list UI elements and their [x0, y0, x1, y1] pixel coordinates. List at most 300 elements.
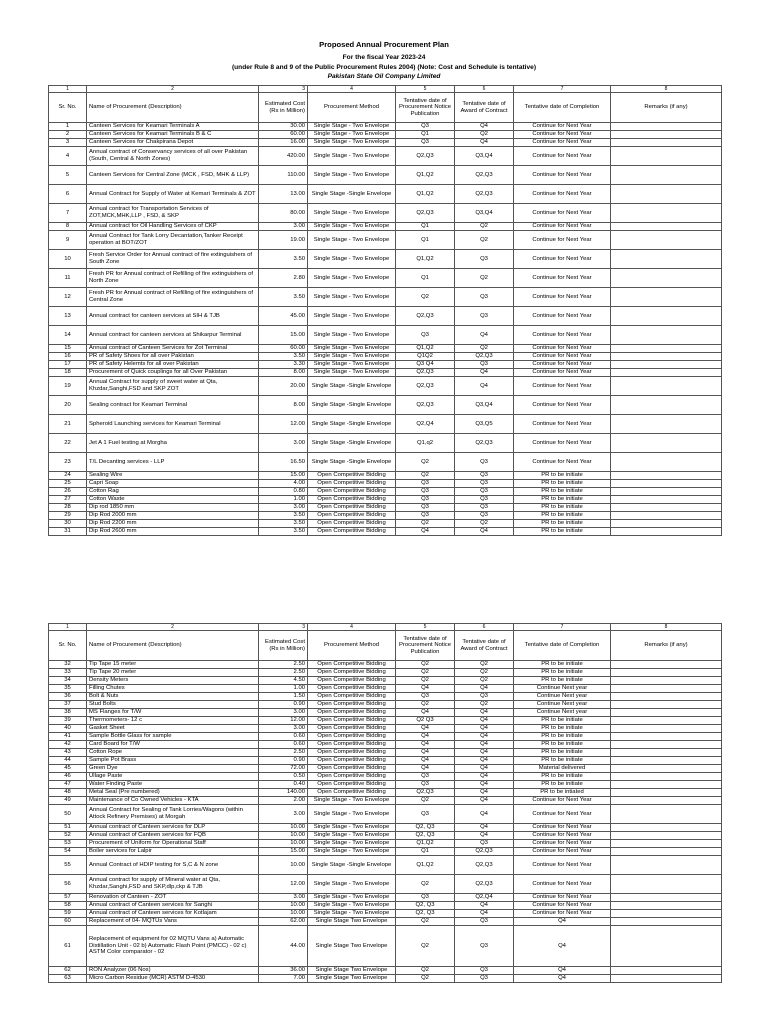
cell-notice: Q4 [396, 709, 455, 717]
header-award: Tentative date of Award of Contract [455, 631, 514, 661]
cell-method: Single Stage - Two Envelope [308, 848, 396, 856]
cell-award: Q4 [455, 377, 514, 396]
cell-cost: 0.80 [259, 488, 308, 496]
cell-remarks [611, 369, 722, 377]
fiscal-year: For the fiscal Year 2023-24 [342, 54, 426, 61]
cell-remarks [611, 757, 722, 765]
cell-name: Dip Rod 2600 mm [87, 528, 259, 536]
cell-completion: Continue for Next Year [514, 840, 611, 848]
cell-cost: 15.00 [259, 472, 308, 480]
cell-remarks [611, 918, 722, 926]
cell-notice: Q1,Q2 [396, 856, 455, 875]
cell-sr-no: 11 [49, 269, 87, 288]
table-row [49, 369, 722, 377]
cell-method: Single Stage - Two Envelope [308, 894, 396, 902]
cell-name: Card Board for T/W [87, 741, 259, 749]
cell-cost: 10.00 [259, 840, 308, 848]
cell-name: Procurement of Uniform for Operational Staff [87, 840, 259, 848]
cell-method: Open Competitive Bidding [308, 520, 396, 528]
cell-sr-no: 14 [49, 326, 87, 345]
cell-sr-no: 31 [49, 528, 87, 536]
cell-sr-no: 15 [49, 345, 87, 353]
table-row [49, 773, 722, 781]
header-remarks: Remarks (if any) [611, 93, 722, 123]
cell-notice: Q2 [396, 288, 455, 307]
cell-notice: Q3 [396, 781, 455, 789]
header-method: Procurement Method [308, 631, 396, 661]
cell-completion: Continue for Next Year [514, 369, 611, 377]
cell-notice: Q1 [396, 269, 455, 288]
cell-method: Single Stage - Two Envelope [308, 369, 396, 377]
cell-method: Single Stage - Two Envelope [308, 139, 396, 147]
cell-award: Q2 [455, 223, 514, 231]
table-row [49, 875, 722, 894]
cell-name: MS Flanges for T/W [87, 709, 259, 717]
header-cost: Estimated Cost (Rs in Million) [259, 631, 308, 661]
cell-completion: Continue for Next Year [514, 131, 611, 139]
cell-remarks [611, 204, 722, 223]
cell-award: Q4 [455, 369, 514, 377]
cell-award: Q3 [455, 480, 514, 488]
cell-remarks [611, 741, 722, 749]
table-row [49, 781, 722, 789]
cell-notice: Q1 [396, 231, 455, 250]
cell-remarks [611, 377, 722, 396]
cell-notice: Q4 [396, 765, 455, 773]
cell-completion: Continue for Next Year [514, 166, 611, 185]
table-row [49, 231, 722, 250]
cell-award: Q3 [455, 504, 514, 512]
cell-name: Sealing Wire [87, 472, 259, 480]
cell-completion: Continue for Next Year [514, 848, 611, 856]
cell-notice: Q1 [396, 223, 455, 231]
cell-notice: Q1,Q2 [396, 345, 455, 353]
cell-sr-no: 26 [49, 488, 87, 496]
cell-cost: 10.00 [259, 902, 308, 910]
table-row [49, 204, 722, 223]
cell-sr-no: 46 [49, 773, 87, 781]
cell-method: Single Stage - Two Envelope [308, 326, 396, 345]
cell-completion: Continue Next year [514, 685, 611, 693]
table-row [49, 269, 722, 288]
cell-name: Annual Contract for Tank Lorry Decantation,Tanker Receipt operation at BOT/ZOT [87, 231, 259, 250]
cell-notice: Q1,q2 [396, 434, 455, 453]
cell-name: Green Dye [87, 765, 259, 773]
table-row [49, 307, 722, 326]
cell-notice: Q3 Q4 [396, 361, 455, 369]
cell-sr-no: 32 [49, 661, 87, 669]
cell-name: Maintenance of Co Owned Vehicles - KTA [87, 797, 259, 805]
cell-award: Q3 [455, 472, 514, 480]
cell-name: Spheroid Launching services for Keamari Terminal [87, 415, 259, 434]
table-row [49, 677, 722, 685]
column-number: 1 [49, 624, 87, 631]
table-row [49, 377, 722, 396]
cell-name: Fresh PR for Annual contract of Refilling of fire extinguishers of North Zone [87, 269, 259, 288]
cell-cost: 0.60 [259, 741, 308, 749]
cell-sr-no: 12 [49, 288, 87, 307]
cell-cost: 3.50 [259, 250, 308, 269]
table-row [49, 725, 722, 733]
cell-award: Q2 [455, 520, 514, 528]
cell-sr-no: 23 [49, 453, 87, 472]
column-number: 1 [49, 86, 87, 93]
table-row [49, 669, 722, 677]
cell-method: Single Stage -Single Envelope [308, 185, 396, 204]
cell-remarks [611, 396, 722, 415]
column-number: 7 [514, 86, 611, 93]
cell-sr-no: 59 [49, 910, 87, 918]
cell-remarks [611, 975, 722, 983]
cell-method: Single Stage -Single Envelope [308, 377, 396, 396]
cell-sr-no: 29 [49, 512, 87, 520]
column-number-row [49, 624, 722, 631]
cell-sr-no: 10 [49, 250, 87, 269]
cell-completion: Continue for Next Year [514, 824, 611, 832]
table-row [49, 894, 722, 902]
cell-completion: Continue for Next Year [514, 345, 611, 353]
cell-remarks [611, 693, 722, 701]
cell-sr-no: 42 [49, 741, 87, 749]
cell-remarks [611, 781, 722, 789]
cell-notice: Q2 [396, 797, 455, 805]
cell-award: Q2 [455, 231, 514, 250]
table-row [49, 749, 722, 757]
cell-completion: Q4 [514, 975, 611, 983]
cell-award: Q2 [455, 669, 514, 677]
cell-cost: 3.00 [259, 725, 308, 733]
cell-sr-no: 57 [49, 894, 87, 902]
cell-notice: Q3 [396, 512, 455, 520]
cell-name: Thermometers- 12 c [87, 717, 259, 725]
cell-sr-no: 49 [49, 797, 87, 805]
table-row [49, 709, 722, 717]
cell-notice: Q2,Q3 [396, 377, 455, 396]
cell-completion: PR to be initiate [514, 512, 611, 520]
cell-completion: Q4 [514, 918, 611, 926]
page-title: Proposed Annual Procurement Plan [319, 40, 449, 49]
cell-name: Dip rod 1850 mm [87, 504, 259, 512]
cell-award: Q3,Q5 [455, 415, 514, 434]
column-number: 4 [308, 624, 396, 631]
cell-completion: Continue Next year [514, 701, 611, 709]
cell-remarks [611, 926, 722, 967]
cell-remarks [611, 504, 722, 512]
table-row [49, 840, 722, 848]
cell-method: Single Stage - Two Envelope [308, 832, 396, 840]
cell-cost: 1.00 [259, 496, 308, 504]
cell-remarks [611, 832, 722, 840]
cell-method: Single Stage - Two Envelope [308, 166, 396, 185]
table-row [49, 824, 722, 832]
cell-award: Q4 [455, 757, 514, 765]
cell-remarks [611, 789, 722, 797]
cell-sr-no: 20 [49, 396, 87, 415]
cell-method: Single Stage - Two Envelope [308, 250, 396, 269]
cell-name: Dip Rod 2000 mm [87, 512, 259, 520]
cell-completion: Q4 [514, 926, 611, 967]
table-row [49, 488, 722, 496]
column-number: 8 [611, 624, 722, 631]
cell-method: Open Competitive Bidding [308, 496, 396, 504]
cell-cost: 0.90 [259, 757, 308, 765]
cell-name: Bolt & Nuts [87, 693, 259, 701]
cell-award: Q2,Q3 [455, 166, 514, 185]
cell-method: Single Stage -Single Envelope [308, 856, 396, 875]
cell-name: Cotton Rope [87, 749, 259, 757]
cell-award: Q4 [455, 789, 514, 797]
cell-award: Q4 [455, 528, 514, 536]
cell-remarks [611, 717, 722, 725]
cell-method: Single Stage - Two Envelope [308, 840, 396, 848]
table-row [49, 967, 722, 975]
cell-cost: 12.00 [259, 875, 308, 894]
header-completion: Tentative date of Completion [514, 93, 611, 123]
cell-notice: Q2 [396, 701, 455, 709]
cell-cost: 10.00 [259, 824, 308, 832]
cell-sr-no: 63 [49, 975, 87, 983]
cell-award: Q3 [455, 975, 514, 983]
cell-method: Single Stage - Two Envelope [308, 902, 396, 910]
cell-sr-no: 22 [49, 434, 87, 453]
table-row [49, 902, 722, 910]
cell-method: Single Stage -Single Envelope [308, 453, 396, 472]
cell-completion: PR to be initiate [514, 725, 611, 733]
cell-method: Open Competitive Bidding [308, 504, 396, 512]
cell-completion: Continue for Next Year [514, 123, 611, 131]
cell-award: Q2,Q3 [455, 434, 514, 453]
cell-notice: Q2, Q3 [396, 824, 455, 832]
cell-award: Q4 [455, 824, 514, 832]
cell-remarks [611, 528, 722, 536]
table-row [49, 661, 722, 669]
column-number: 6 [455, 624, 514, 631]
table-row [49, 926, 722, 967]
cell-remarks [611, 223, 722, 231]
column-number-row [49, 86, 722, 93]
cell-method: Open Competitive Bidding [308, 757, 396, 765]
table-row [49, 528, 722, 536]
header-completion: Tentative date of Completion [514, 631, 611, 661]
cell-sr-no: 50 [49, 805, 87, 824]
cell-method: Open Competitive Bidding [308, 480, 396, 488]
cell-completion: Continue for Next Year [514, 453, 611, 472]
cell-name: Annual contract of Canteen services for Kotlajam [87, 910, 259, 918]
cell-method: Open Competitive Bidding [308, 781, 396, 789]
table-row [49, 717, 722, 725]
cell-award: Q4 [455, 685, 514, 693]
cell-completion: Continue for Next Year [514, 902, 611, 910]
cell-name: Annual contract for canteen services at Shikarpur Terminal [87, 326, 259, 345]
cell-method: Open Competitive Bidding [308, 709, 396, 717]
cell-award: Q3 [455, 967, 514, 975]
company-name: Pakistan State Oil Company Limited [327, 73, 441, 80]
table-row [49, 480, 722, 488]
column-number: 2 [87, 624, 259, 631]
cell-sr-no: 8 [49, 223, 87, 231]
cell-name: Annual contract for Oil Handling Services of CKP [87, 223, 259, 231]
cell-name: Annual contract for canteen services at SIH & TJB [87, 307, 259, 326]
cell-remarks [611, 512, 722, 520]
cell-name: Renovation of Canteen - ZOT [87, 894, 259, 902]
cell-cost: 12.00 [259, 717, 308, 725]
table-row [49, 504, 722, 512]
cell-cost: 2.50 [259, 749, 308, 757]
cell-award: Q4 [455, 832, 514, 840]
cell-completion: Continue for Next Year [514, 307, 611, 326]
cell-name: Capri Soap [87, 480, 259, 488]
cell-sr-no: 13 [49, 307, 87, 326]
cell-completion: Continue for Next Year [514, 204, 611, 223]
cell-method: Open Competitive Bidding [308, 677, 396, 685]
cell-award: Q2,Q3 [455, 185, 514, 204]
cell-award: Q2 [455, 661, 514, 669]
cell-award: Q3 [455, 250, 514, 269]
cell-method: Single Stage - Two Envelope [308, 345, 396, 353]
cell-completion: Continue for Next Year [514, 288, 611, 307]
cell-remarks [611, 902, 722, 910]
cell-cost: 3.00 [259, 894, 308, 902]
cell-method: Open Competitive Bidding [308, 765, 396, 773]
cell-completion: PR to be initiate [514, 749, 611, 757]
cell-method: Open Competitive Bidding [308, 749, 396, 757]
cell-name: PR of Safety Shoes for all over Pakistan [87, 353, 259, 361]
table-row [49, 496, 722, 504]
cell-award: Q3 [455, 496, 514, 504]
cell-remarks [611, 353, 722, 361]
table-row [49, 848, 722, 856]
cell-notice: Q3 [396, 894, 455, 902]
table-row [49, 396, 722, 415]
cell-name: Annual contract of Canteen services for DLP [87, 824, 259, 832]
cell-name: Metal Seal (Pre numbered) [87, 789, 259, 797]
cell-cost: 20.00 [259, 377, 308, 396]
cell-name: Stud Bolts [87, 701, 259, 709]
header-name: Name of Procurement (Description) [87, 93, 259, 123]
cell-notice: Q2 [396, 453, 455, 472]
cell-notice: Q2 [396, 926, 455, 967]
cell-name: Sealing contract for Keamari Terminal [87, 396, 259, 415]
cell-sr-no: 36 [49, 693, 87, 701]
cell-notice: Q2 [396, 967, 455, 975]
cell-notice: Q4 [396, 733, 455, 741]
cell-cost: 60.00 [259, 345, 308, 353]
cell-notice: Q2, Q3 [396, 910, 455, 918]
cell-cost: 72.00 [259, 765, 308, 773]
table-row [49, 512, 722, 520]
cell-award: Q4 [455, 910, 514, 918]
cell-cost: 60.00 [259, 131, 308, 139]
cell-award: Q4 [455, 781, 514, 789]
cell-notice: Q2,Q3 [396, 307, 455, 326]
cell-notice: Q1 [396, 131, 455, 139]
cell-name: Jet A 1 Fuel testing at Morgha [87, 434, 259, 453]
cell-remarks [611, 415, 722, 434]
cell-name: Boiler services for Lalpir [87, 848, 259, 856]
cell-completion: PR to be initiate [514, 496, 611, 504]
cell-completion: Continue for Next Year [514, 856, 611, 875]
cell-method: Single Stage Two Envelope [308, 926, 396, 967]
cell-cost: 8.00 [259, 396, 308, 415]
cell-award: Q4 [455, 733, 514, 741]
cell-award: Q4 [455, 741, 514, 749]
cell-notice: Q2, Q3 [396, 832, 455, 840]
cell-method: Single Stage Two Envelope [308, 975, 396, 983]
cell-remarks [611, 147, 722, 166]
table-row [49, 856, 722, 875]
cell-award: Q2,Q3 [455, 856, 514, 875]
table-row [49, 434, 722, 453]
table-row [49, 453, 722, 472]
cell-completion: Continue for Next Year [514, 875, 611, 894]
cell-completion: Continue for Next Year [514, 361, 611, 369]
cell-notice: Q2 [396, 875, 455, 894]
cell-cost: 8.00 [259, 369, 308, 377]
cell-sr-no: 16 [49, 353, 87, 361]
table-row [49, 910, 722, 918]
column-number: 4 [308, 86, 396, 93]
cell-sr-no: 43 [49, 749, 87, 757]
cell-award: Q4 [455, 749, 514, 757]
cell-completion: PR to be initiate [514, 488, 611, 496]
cell-method: Single Stage - Two Envelope [308, 805, 396, 824]
procurement-table-1 [48, 85, 722, 536]
cell-award: Q3,Q4 [455, 147, 514, 166]
cell-sr-no: 6 [49, 185, 87, 204]
cell-completion: PR to be intiated [514, 789, 611, 797]
cell-award: Q4 [455, 797, 514, 805]
header-remarks: Remarks (if any) [611, 631, 722, 661]
cell-completion: PR to be initiate [514, 733, 611, 741]
cell-remarks [611, 669, 722, 677]
cell-sr-no: 9 [49, 231, 87, 250]
cell-completion: Continue for Next Year [514, 250, 611, 269]
header-award: Tentative date of Award of Contract [455, 93, 514, 123]
cell-notice: Q2 [396, 975, 455, 983]
cell-cost: 2.80 [259, 269, 308, 288]
table-row [49, 701, 722, 709]
cell-cost: 3.00 [259, 504, 308, 512]
cell-cost: 45.00 [259, 307, 308, 326]
cell-notice: Q2 [396, 472, 455, 480]
cell-method: Single Stage Two Envelope [308, 918, 396, 926]
cell-sr-no: 28 [49, 504, 87, 512]
cell-remarks [611, 840, 722, 848]
cell-completion: PR to be initiate [514, 773, 611, 781]
cell-cost: 420.00 [259, 147, 308, 166]
cell-completion: Continue for Next Year [514, 139, 611, 147]
cell-sr-no: 4 [49, 147, 87, 166]
cell-completion: Material delivered [514, 765, 611, 773]
cell-name: Annual contract of Conservancy services of all over Pakistan (South, Central & North Zones) [87, 147, 259, 166]
cell-method: Single Stage - Two Envelope [308, 123, 396, 131]
cell-cost: 44.00 [259, 926, 308, 967]
cell-sr-no: 58 [49, 902, 87, 910]
cell-sr-no: 1 [49, 123, 87, 131]
cell-cost: 3.00 [259, 805, 308, 824]
table-row [49, 685, 722, 693]
cell-sr-no: 18 [49, 369, 87, 377]
table-row [49, 326, 722, 345]
cell-remarks [611, 910, 722, 918]
cell-method: Open Competitive Bidding [308, 701, 396, 709]
cell-sr-no: 24 [49, 472, 87, 480]
cell-notice: Q2,Q3 [396, 789, 455, 797]
header-row [49, 631, 722, 661]
cell-name: Dip Rod 2200 mm [87, 520, 259, 528]
cell-remarks [611, 131, 722, 139]
cell-notice: Q2,Q3 [396, 369, 455, 377]
